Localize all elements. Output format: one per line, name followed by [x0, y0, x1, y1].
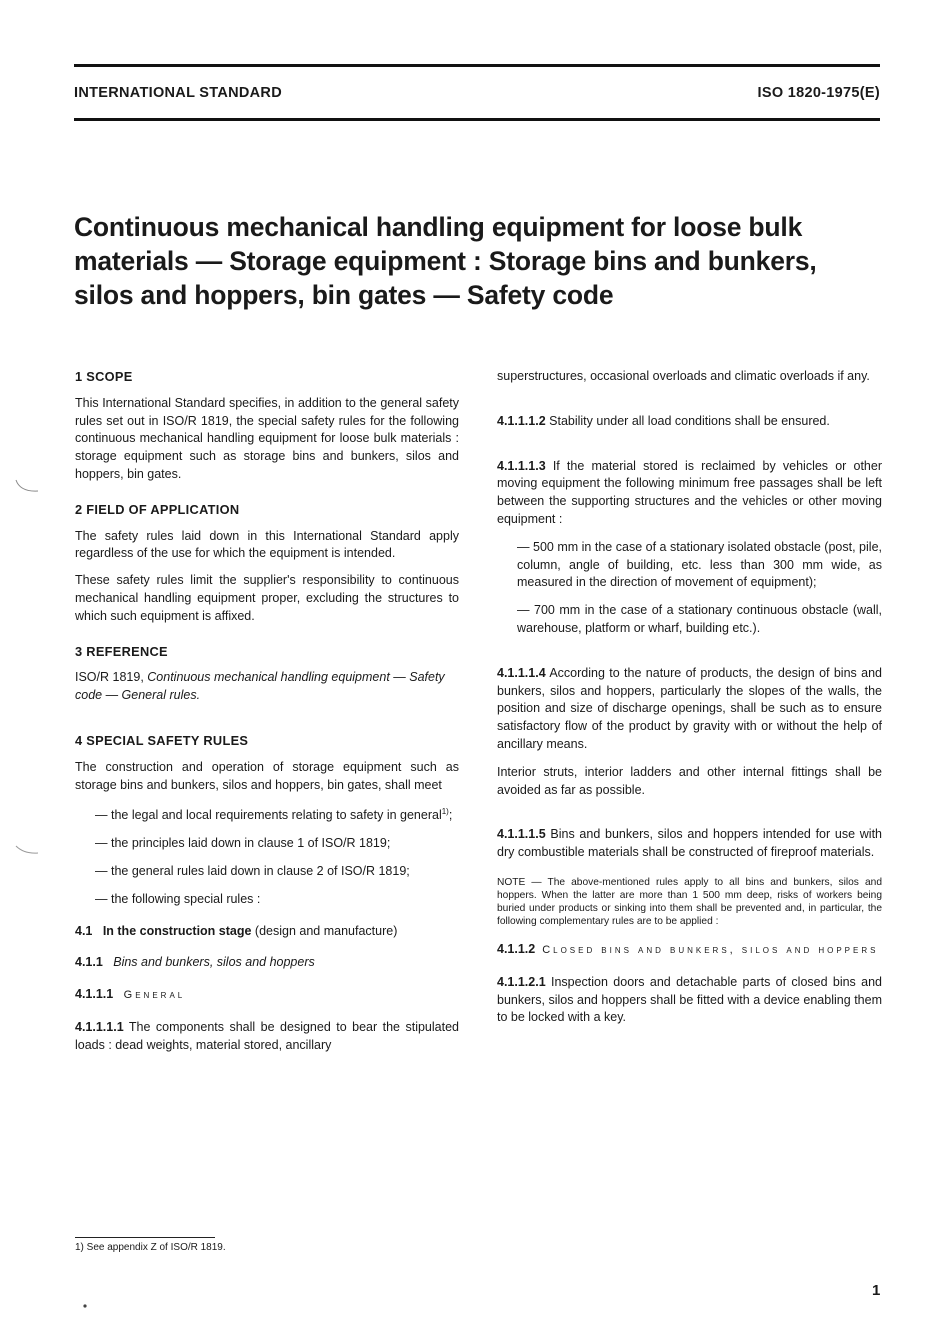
scan-dot [82, 1303, 88, 1309]
reference-code: ISO/R 1819, [75, 670, 148, 685]
clause-4-1-1 [75, 954, 459, 972]
clause-4-1-1-1-3 [497, 458, 882, 529]
clause-4-1-1-1-2-number: 4.1.1.1.2 [497, 413, 546, 428]
clause-4-1-1-1-number: 4.1.1.1 [75, 987, 114, 1002]
section-4-text: The construction and operation of storage equipment such as storage bins and bunkers, silos and hoppers, bin gates, shall meet [75, 759, 459, 792]
scan-mark-2 [14, 842, 42, 858]
note: NOTE — The above-mentioned rules apply to all bins and bunkers, silos and hoppers. When the latter are more than 1 500 mm deep, risks of workers being buried under products or sinking into them shall be prevented and, in particular, the following complementary rules are to be applied : [497, 876, 882, 927]
clause-4-1-1-1-5 [497, 826, 882, 862]
clause-4-1-1-1-4 [497, 665, 882, 754]
clause-4-1-1-1-2 [497, 413, 882, 431]
section-4-dash-2: — the principles laid down in clause 1 of ISO/R 1819; [95, 836, 391, 851]
footnote-ref: 1) [441, 807, 449, 817]
clause-4-1-1-1-title: General [123, 989, 186, 1002]
clause-4-1-1-title: Bins and bunkers, silos and hoppers [113, 955, 315, 970]
clause-4-1-1-1-1-number: 4.1.1.1.1 [75, 1020, 124, 1035]
right-column [497, 368, 882, 1027]
header-right: ISO 1820-1975(E) [757, 85, 880, 101]
section-3-reference [75, 669, 459, 705]
clause-4-1-1-1-1-text: The components shall be designed to bear the stipulated loads : dead weights, material stored, ancillary [75, 1020, 459, 1052]
page-number: 1 [872, 1282, 881, 1299]
scan-mark-1 [14, 478, 42, 496]
clause-4-1-1-2-1 [497, 974, 882, 1027]
title-line-1: Continuous mechanical handling equipment for loose bulk [74, 212, 803, 242]
section-1-heading: 1 SCOPE [75, 369, 133, 384]
section-2-text-2: These safety rules limit the supplier's responsibility to continuous mechanical handling equipment proper, excluding the structures to which such equipment is affixed. [75, 573, 459, 623]
section-4-dash-1 [75, 803, 459, 825]
dash-1-end: ; [448, 808, 453, 823]
footnote-rule [75, 1237, 215, 1238]
clause-4-1-title: In the construction stage [102, 923, 252, 938]
header-left: INTERNATIONAL STANDARD [74, 85, 282, 101]
clause-4-1-1-1-4-text: According to the nature of products, the design of bins and bunkers, silos and hoppers, particularly the slopes of the walls, the position and size of discharge openings, shall be such as to ensure satisfactory flow of the product by gravity with or without the help of ancillary means. [497, 665, 882, 751]
section-4-dash-4: — the following special rules : [95, 891, 261, 906]
section-1-text: This International Standard specifies, in addition to the general safety rules set out in ISO/R 1819, the special safety rules for the following continuous mechanical handling equipment for loose bulk materials : storage equipment such as storage bins and bunkers, silos and hoppers, bin gates. [75, 395, 459, 481]
section-2-heading: 2 FIELD OF APPLICATION [75, 501, 240, 517]
clause-4-1-1-1-3-number: 4.1.1.1.3 [497, 458, 546, 473]
clause-4-1-1-1-1 [75, 1019, 459, 1055]
clause-4-1-1-1-5-number: 4.1.1.1.5 [497, 827, 546, 842]
clause-4-1-1-2-title: Closed bins and bunkers, silos and hoppers [542, 943, 879, 956]
clause-4-1-1-2-1-text: Inspection doors and detachable parts of closed bins and bunkers, silos and hoppers shall be fitted with a device enabling them to be locked with a key. [497, 974, 882, 1025]
clause-4-1 [75, 923, 459, 941]
section-4-heading: 4 SPECIAL SAFETY RULES [75, 732, 249, 748]
reference-title: Continuous mechanical handling equipment — Safety code — General rules. [75, 670, 445, 703]
clause-4-1-1-1-3-text: If the material stored is reclaimed by vehicles or other moving equipment the following minimum free passages shall be left between the supporting structures and the vehicles or other moving equipment : [497, 458, 882, 526]
section-3-heading: 3 REFERENCE [75, 643, 168, 659]
clause-4-1-1-1 [75, 986, 459, 1005]
title-line-2: materials — Storage equipment : Storage bins and bunkers, [74, 246, 817, 276]
clause-4-1-number: 4.1 [75, 923, 93, 938]
clause-4-1-1-1-2-text: Stability under all load conditions shall be ensured. [545, 413, 830, 428]
clause-4-1-1-2-number: 4.1.1.2 [497, 941, 536, 956]
clause-4-1-1-2-1-number: 4.1.1.2.1 [497, 974, 546, 989]
clause-4-1-1-1-3-dash-1: — 500 mm in the case of a stationary isolated obstacle (post, pile, column, angle of building, etc. less than 300 mm wide, as measured in the direction of movement of equipment); [517, 539, 882, 590]
continued-text: superstructures, occasional overloads and climatic overloads if any. [497, 369, 870, 383]
clause-4-1-1-number: 4.1.1 [75, 955, 103, 970]
section-2-text-1: The safety rules laid down in this International Standard apply regardless of the use for which the equipment is intended. [75, 528, 459, 561]
clause-4-1-1-1-5-text: Bins and bunkers, silos and hoppers intended for use with dry combustible materials shall be constructed of fireproof materials. [497, 827, 882, 860]
clause-4-1-1-1-4-number: 4.1.1.1.4 [497, 665, 546, 680]
title-line-3: silos and hoppers, bin gates — Safety code [74, 280, 614, 310]
section-4-dash-3: — the general rules laid down in clause 2 of ISO/R 1819; [95, 864, 410, 879]
left-column [75, 368, 459, 1055]
clause-4-1-rest: (design and manufacture) [251, 923, 398, 938]
header-rule [74, 118, 880, 121]
dash-1-text: — the legal and local requirements relating to safety in general [95, 808, 442, 823]
document-title [74, 210, 874, 312]
top-rule [74, 64, 880, 67]
clause-4-1-1-1-3-dash-2: — 700 mm in the case of a stationary continuous obstacle (wall, warehouse, platform or wharf, building etc.). [517, 603, 882, 635]
footnote: 1) See appendix Z of ISO/R 1819. [75, 1242, 226, 1253]
clause-4-1-1-2 [497, 941, 882, 960]
clause-4-1-1-1-4-text-2: Interior struts, interior ladders and other internal fittings shall be avoided as far as possible. [497, 764, 882, 797]
